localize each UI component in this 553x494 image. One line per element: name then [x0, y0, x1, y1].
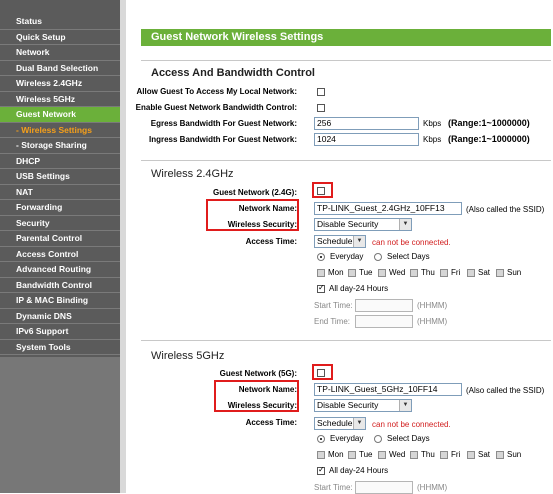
- chevron-down-icon: ▼: [353, 236, 365, 247]
- sidebar-item-dhcp[interactable]: DHCP: [0, 154, 120, 170]
- end-time-24-input[interactable]: [355, 315, 413, 328]
- ingress-range: (Range:1~1000000): [448, 134, 530, 144]
- egress-unit: Kbps: [423, 119, 442, 128]
- chevron-down-icon: ▼: [353, 418, 365, 429]
- day-thu-24-checkbox[interactable]: [410, 269, 418, 277]
- sidebar-item-wireless-24ghz[interactable]: Wireless 2.4GHz: [0, 76, 120, 92]
- everyday-24-radio[interactable]: [317, 253, 325, 261]
- network-name-24-label: Network Name:: [238, 204, 297, 213]
- access-time-24-select[interactable]: [314, 235, 366, 248]
- allday-24-checkbox[interactable]: [317, 285, 325, 293]
- day-mon-5-label: Mon: [328, 450, 344, 459]
- day-wed-24-label: Wed: [389, 268, 406, 277]
- egress-label: Egress Bandwidth For Guest Network:: [150, 119, 297, 128]
- sidebar-item-system-tools[interactable]: System Tools: [0, 340, 120, 356]
- ssid-note-24: (Also called the SSID): [466, 205, 545, 214]
- wireless-security-5-label: Wireless Security:: [227, 401, 297, 410]
- day-sat-24-checkbox[interactable]: [467, 269, 475, 277]
- day-sun-24-checkbox[interactable]: [496, 269, 504, 277]
- day-mon-5-checkbox[interactable]: [317, 451, 325, 459]
- everyday-5-label: Everyday: [330, 434, 364, 443]
- end-time-24-label: End Time:: [314, 317, 351, 326]
- wireless-security-5-select[interactable]: [314, 399, 412, 412]
- access-time-5-value: Schedule: [317, 418, 353, 428]
- sidebar-item-forwarding[interactable]: Forwarding: [0, 200, 120, 216]
- sidebar-item-dynamic-dns[interactable]: Dynamic DNS: [0, 309, 120, 325]
- sidebar-item-wireless-5ghz[interactable]: Wireless 5GHz: [0, 92, 120, 108]
- guest-network-5-label: Guest Network (5G):: [219, 369, 297, 378]
- sidebar-item-bandwidth-control[interactable]: Bandwidth Control: [0, 278, 120, 294]
- access-time-5-select[interactable]: [314, 417, 366, 430]
- page-title: Guest Network Wireless Settings: [141, 29, 551, 46]
- day-fri-24-label: Fri: [451, 268, 461, 277]
- sidebar-item-security[interactable]: Security: [0, 216, 120, 232]
- ssid-note-5: (Also called the SSID): [466, 386, 545, 395]
- enable-bandwidth-label: Enable Guest Network Bandwidth Control:: [135, 103, 297, 112]
- day-sun-24-label: Sun: [507, 268, 522, 277]
- select-days-24-radio[interactable]: [374, 253, 382, 261]
- sidebar-item-usb-settings[interactable]: USB Settings: [0, 169, 120, 185]
- allow-local-checkbox[interactable]: [317, 88, 325, 96]
- start-time-24-label: Start Time:: [314, 301, 353, 310]
- sidebar-item-advanced-routing[interactable]: Advanced Routing: [0, 262, 120, 278]
- day-tue-24-checkbox[interactable]: [348, 269, 356, 277]
- sidebar-item-ip-mac-binding[interactable]: IP & MAC Binding: [0, 293, 120, 309]
- wireless-security-24-label: Wireless Security:: [227, 220, 297, 229]
- end-time-24-format: (HHMM): [417, 317, 448, 326]
- select-days-5-radio[interactable]: [374, 435, 382, 443]
- chevron-down-icon: ▼: [399, 400, 411, 411]
- day-mon-24-checkbox[interactable]: [317, 269, 325, 277]
- wireless-security-5-value: Disable Security: [317, 400, 379, 410]
- wireless-security-24-select[interactable]: [314, 218, 412, 231]
- day-sat-5-checkbox[interactable]: [467, 451, 475, 459]
- day-tue-5-checkbox[interactable]: [348, 451, 356, 459]
- day-sat-24-label: Sat: [478, 268, 491, 277]
- sidebar-item-dual-band-selection[interactable]: Dual Band Selection: [0, 61, 120, 77]
- chevron-down-icon: ▼: [399, 219, 411, 230]
- day-thu-24-label: Thu: [421, 268, 435, 277]
- guest-network-24-checkbox[interactable]: [317, 187, 325, 195]
- network-name-5-input[interactable]: TP-LINK_Guest_5GHz_10FF14: [314, 383, 462, 396]
- start-time-5-label: Start Time:: [314, 483, 353, 492]
- start-time-5-input[interactable]: [355, 481, 413, 494]
- select-days-5-label: Select Days: [387, 434, 430, 443]
- ingress-label: Ingress Bandwidth For Guest Network:: [148, 135, 297, 144]
- sidebar-item-wireless-settings[interactable]: - Wireless Settings: [0, 123, 120, 139]
- day-tue-24-label: Tue: [359, 268, 373, 277]
- section-title-wireless-5: Wireless 5GHz: [151, 350, 225, 362]
- sidebar-item-network[interactable]: Network: [0, 45, 120, 61]
- section-title-wireless-24: Wireless 2.4GHz: [151, 168, 234, 180]
- day-wed-5-label: Wed: [389, 450, 406, 459]
- select-days-24-label: Select Days: [387, 252, 430, 261]
- start-time-24-input[interactable]: [355, 299, 413, 312]
- day-fri-5-label: Fri: [451, 450, 461, 459]
- sidebar-item-quick-setup[interactable]: Quick Setup: [0, 30, 120, 46]
- cannot-connect-note-5: can not be connected.: [372, 420, 451, 429]
- egress-range: (Range:1~1000000): [448, 118, 530, 128]
- guest-network-24-label: Guest Network (2.4G):: [212, 188, 297, 197]
- egress-input[interactable]: 256: [314, 117, 419, 130]
- sidebar-item-access-control[interactable]: Access Control: [0, 247, 120, 263]
- guest-network-5-checkbox[interactable]: [317, 369, 325, 377]
- sidebar-item-nat[interactable]: NAT: [0, 185, 120, 201]
- divider: [141, 60, 551, 61]
- start-time-5-format: (HHMM): [417, 483, 448, 492]
- day-tue-5-label: Tue: [359, 450, 373, 459]
- day-wed-24-checkbox[interactable]: [378, 269, 386, 277]
- day-sun-5-checkbox[interactable]: [496, 451, 504, 459]
- enable-bandwidth-checkbox[interactable]: [317, 104, 325, 112]
- divider: [141, 340, 551, 341]
- day-fri-5-checkbox[interactable]: [440, 451, 448, 459]
- sidebar: [0, 0, 120, 493]
- access-time-24-label: Access Time:: [245, 237, 297, 246]
- allday-5-label: All day-24 Hours: [329, 466, 389, 475]
- day-mon-24-label: Mon: [328, 268, 344, 277]
- sidebar-fill: [0, 357, 120, 493]
- everyday-24-label: Everyday: [330, 252, 364, 261]
- sidebar-menu: [0, 14, 120, 355]
- day-sat-5-label: Sat: [478, 450, 491, 459]
- access-time-5-label: Access Time:: [245, 418, 297, 427]
- divider: [141, 160, 551, 161]
- allday-24-label: All day-24 Hours: [329, 284, 389, 293]
- ingress-unit: Kbps: [423, 135, 442, 144]
- cannot-connect-note-24: can not be connected.: [372, 238, 451, 247]
- sidebar-item-storage-sharing[interactable]: - Storage Sharing: [0, 138, 120, 154]
- day-sun-5-label: Sun: [507, 450, 522, 459]
- day-thu-5-checkbox[interactable]: [410, 451, 418, 459]
- section-title-access: Access And Bandwidth Control: [151, 67, 315, 79]
- access-time-24-value: Schedule: [317, 236, 353, 246]
- day-fri-24-checkbox[interactable]: [440, 269, 448, 277]
- sidebar-item-ipv6-support[interactable]: IPv6 Support: [0, 324, 120, 340]
- sidebar-item-parental-control[interactable]: Parental Control: [0, 231, 120, 247]
- everyday-5-radio[interactable]: [317, 435, 325, 443]
- network-name-5-label: Network Name:: [238, 385, 297, 394]
- sidebar-item-guest-network[interactable]: Guest Network: [0, 107, 120, 123]
- sidebar-item-status[interactable]: Status: [0, 14, 120, 30]
- start-time-24-format: (HHMM): [417, 301, 448, 310]
- day-wed-5-checkbox[interactable]: [378, 451, 386, 459]
- ingress-input[interactable]: 1024: [314, 133, 419, 146]
- allday-5-checkbox[interactable]: [317, 467, 325, 475]
- day-thu-5-label: Thu: [421, 450, 435, 459]
- main-content: [126, 0, 553, 493]
- network-name-24-input[interactable]: TP-LINK_Guest_2.4GHz_10FF13: [314, 202, 462, 215]
- wireless-security-24-value: Disable Security: [317, 219, 379, 229]
- allow-local-label: Allow Guest To Access My Local Network:: [136, 87, 297, 96]
